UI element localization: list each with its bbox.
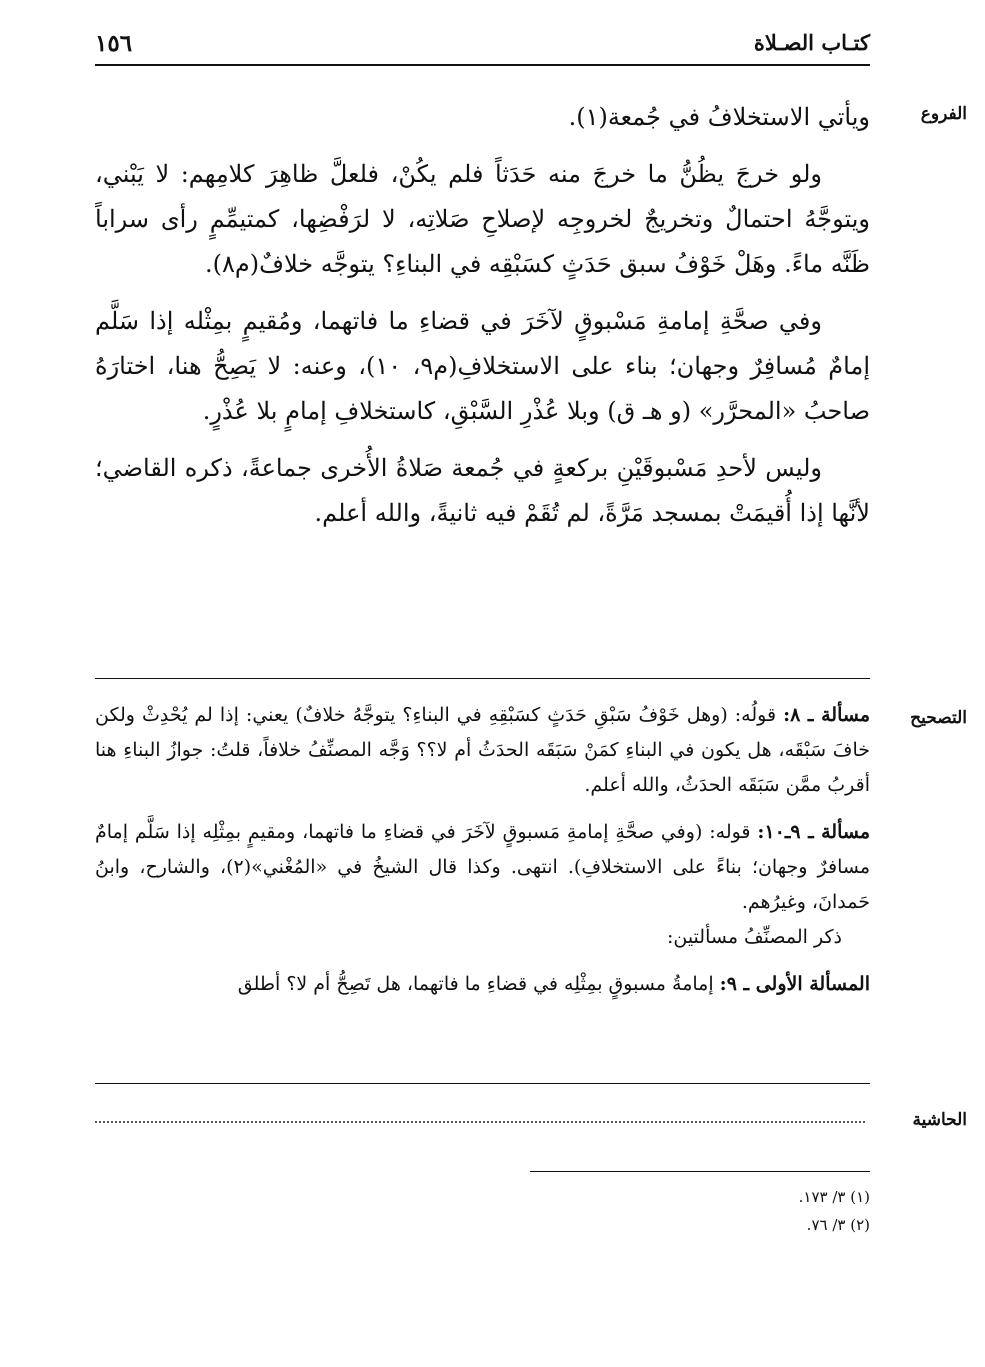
tashih-section <box>95 698 870 1002</box>
issue-9-text: إمامةُ مسبوقٍ بمِثْلِه في قضاءِ ما فاتهما، هل تَصِحُّ أم لا؟ أطلق <box>237 973 720 995</box>
running-title: كتـاب الصـلاة <box>753 30 870 55</box>
main-text <box>95 95 870 536</box>
issue-9-10-label: مسألة ـ ٩ـ١٠: <box>757 821 871 843</box>
footnote-2: (٢) ٣/ ٧٦. <box>806 1216 870 1234</box>
tashih-intro: ذكر المصنِّفُ مسألتين: <box>666 926 842 948</box>
footnote-separator <box>530 1171 870 1172</box>
main-paragraph-2: وفي صحَّةِ إمامةِ مَسْبوقٍ لآخَرَ في قضاءِ ما فاتهما، ومُقيمٍ بمِثْله إذا سَلَّم إمامٌ مُسافِرٌ وجهان؛ بناء على الاستخلافِ(م٩، ١٠)، وعنه: لا يَصِحُّ هنا، اختارَهُ صاحبُ «المحرَّر» (و هـ ق) وبلا عُذْرِ السَّبْقِ، كاستخلافِ إمامٍ بلا عُذْرٍ. <box>95 307 870 425</box>
issue-8-label: مسألة ـ ٨: <box>783 704 871 726</box>
footnote-1: (١) ٣/ ١٧٣. <box>798 1188 870 1206</box>
tashih-issue-9-10 <box>95 815 870 920</box>
hashiya-dotted-line <box>95 1121 865 1123</box>
side-label-tashih: التصحيح <box>910 708 967 728</box>
side-label-furu: الفروع <box>920 104 967 124</box>
issue-9-label: المسألة الأولى ـ ٩: <box>719 973 870 995</box>
tashih-issue-9 <box>95 967 870 1002</box>
tashih-issue-8 <box>95 698 870 803</box>
main-paragraph-3: وليس لأحدِ مَسْبوقَيْنِ بركعةٍ في جُمعة صَلاةُ الأُخرى جماعةً، ذكره القاضي؛ لأنَّها إذا أُقيمَتْ بمسجد مَرَّةً، لم تُقَمْ فيه ثانيةً، والله أعلم. <box>95 454 870 527</box>
main-line-1: ويأتي الاستخلافُ في جُمعة(١). <box>568 103 870 131</box>
page-header <box>95 30 870 66</box>
footnotes <box>700 1188 870 1244</box>
side-label-hashiya: الحاشية <box>912 1110 967 1130</box>
issue-8-text: قولُه: (وهل خَوْفُ سَبْقِ حَدَثٍ كسَبْقِهِ في البناءِ؟ يتوجَّهُ خلافٌ) يعني: إذا لم يُحْدِثْ ولكن خافَ سَبْقَه، هل يكون في البناءِ كمَنْ سَبَقَه الحدَثُ أم لا؟؟ وَجَّه المصنِّفُ خلافاً، قلتُ: جوازُ البناءِ هنا أقربُ ممَّن سَبَقَه الحدَثُ، والله أعلم. <box>95 704 870 796</box>
main-paragraph-1: ولو خرجَ يظُنُّ ما خرجَ منه حَدَثاً فلم يكُنْ، فلعلَّ ظاهِرَ كلامِهم: لا يَبْني، ويتوجَّهُ احتمالٌ وتخريجٌ لخروجِه لإصلاحِ صَلاتِه، لا لرَفْضِها، كمتيمِّمٍ رأى سراباً ظَنَّه ماءً. وهَلْ خَوْفُ سبق حَدَثٍ كسَبْقِه في البناءِ؟ يتوجَّه خلافٌ(م٨). <box>95 160 870 278</box>
issue-9-10-text: قوله: (وفي صحَّةِ إمامةِ مَسبوقٍ لآخَرَ في قضاءِ ما فاتهما، ومقيمٍ بمِثْلِه إذا سَلَّم إمامٌ مسافرٌ وجهان؛ بناءً على الاستخلافِ). انتهى. وكذا قال الشيخُ في «المُغْني»(٢)، والشارح، وابنُ حَمدانَ، وغيرُهم. <box>95 821 870 913</box>
separator-line-2 <box>95 1083 870 1084</box>
separator-line <box>95 678 870 679</box>
page-number: ١٥٦ <box>95 30 133 57</box>
